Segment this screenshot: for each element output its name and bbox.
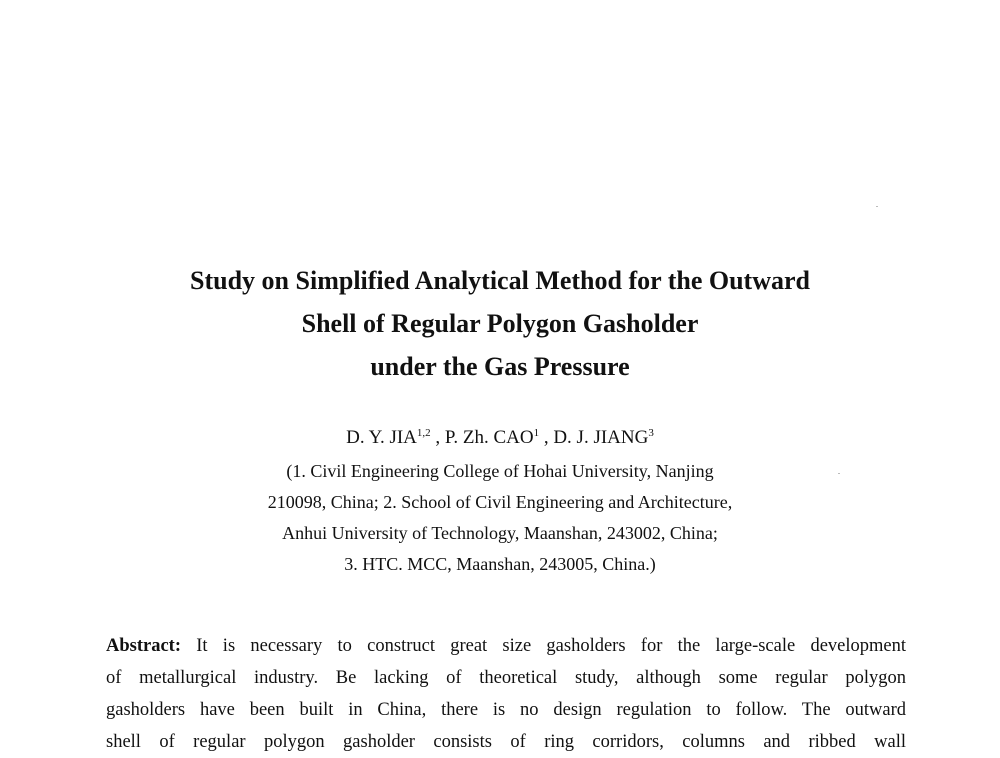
scan-speck — [838, 473, 840, 474]
affiliation-block — [0, 456, 1000, 580]
abstract-line: gasholders have been built in China, there is no design regulation to follow. The outward — [106, 700, 906, 720]
abstract-line: shell of regular polygon gasholder consists of ring corridors, columns and ribbed wall — [106, 732, 906, 752]
author-name: D. Y. JIA — [346, 427, 417, 448]
paper-title — [0, 259, 1000, 388]
author-separator: , — [430, 427, 445, 448]
affiliation-line: (1. Civil Engineering College of Hohai University, Nanjing — [286, 461, 714, 481]
affiliation-line: 210098, China; 2. School of Civil Engineering and Architecture, — [267, 492, 733, 512]
title-line-1: Study on Simplified Analytical Method for the Outward — [190, 266, 810, 295]
author-affiliation-marker: 1,2 — [416, 427, 431, 439]
author-affiliation-marker: 1 — [533, 427, 540, 439]
abstract-label: Abstract: — [106, 636, 182, 656]
author-name: P. Zh. CAO — [444, 427, 534, 448]
author-name: D. J. JIANG — [553, 427, 649, 448]
author-separator: , — [539, 427, 554, 448]
title-line-2: Shell of Regular Polygon Gasholder — [301, 309, 699, 338]
affiliation-line: 3. HTC. MCC, Maanshan, 243005, China.) — [344, 554, 656, 574]
affiliation-line: Anhui University of Technology, Maanshan, 243002, China; — [282, 523, 718, 543]
abstract-line: of metallurgical industry. Be lacking of theoretical study, although some regular polygon — [106, 668, 906, 688]
author-list — [0, 424, 1000, 452]
title-line-3: under the Gas Pressure — [370, 352, 630, 381]
abstract — [106, 630, 906, 758]
author-affiliation-marker: 3 — [648, 427, 654, 439]
scan-speck — [876, 206, 878, 207]
abstract-text: It is necessary to construct great size gasholders for the large-scale development — [196, 636, 907, 656]
abstract-line — [106, 630, 906, 662]
